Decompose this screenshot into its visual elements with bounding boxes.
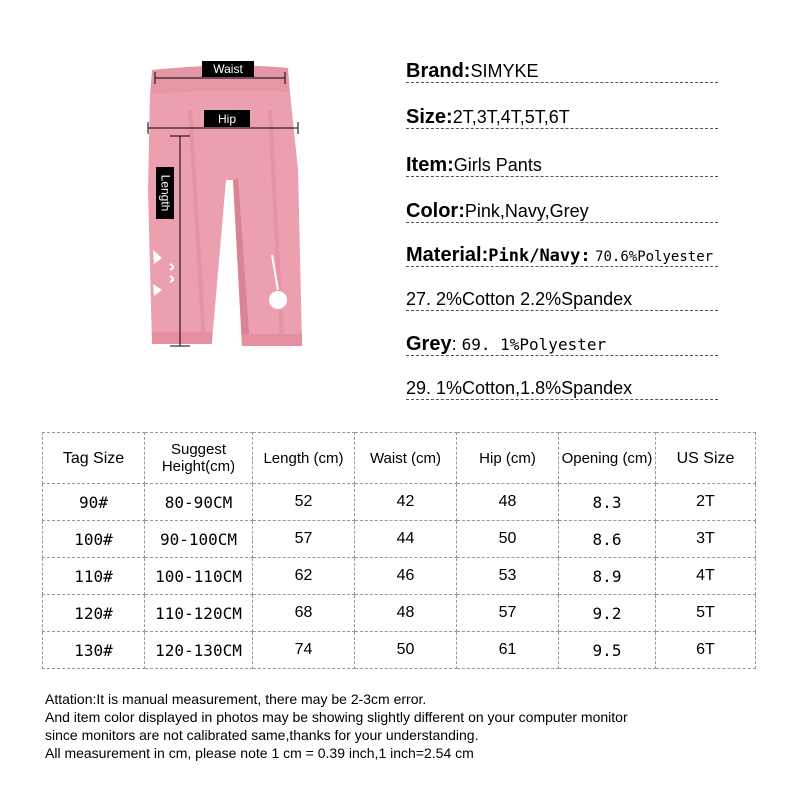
cell-opening: 8.9 [559,558,656,595]
spec-grey-key: Grey [406,333,452,355]
cell-tag-size: 90# [43,484,145,521]
cell-length: 62 [253,558,355,595]
cell-opening: 9.2 [559,595,656,632]
spec-size-value: 2T,3T,4T,5T,6T [452,107,570,127]
spec-item: Item:Girls Pants [406,154,718,177]
cell-hip: 57 [457,595,559,632]
spec-grey: Grey: 69. 1%Polyester [406,333,718,356]
cell-length: 52 [253,484,355,521]
hip-label: Hip [204,110,250,127]
cell-opening: 8.6 [559,521,656,558]
length-label-text: Length [158,174,173,212]
cell-waist: 44 [355,521,457,558]
cell-hip: 53 [457,558,559,595]
cell-length: 68 [253,595,355,632]
spec-grey-continued [406,377,718,400]
product-image [130,50,330,360]
table-header-row [43,433,756,484]
cell-us-size: 4T [656,558,756,595]
cell-hip: 61 [457,632,559,669]
spec-color: Color:Pink,Navy,Grey [406,200,718,223]
size-table [42,432,756,669]
spec-material-value-a: Pink/Navy: [488,246,591,266]
cell-us-size: 5T [656,595,756,632]
spec-brand-key: Brand [406,60,464,82]
spec-material-line2: 27. 2%Cotton 2.2%Spandex [406,289,633,309]
cell-tag-size: 110# [43,558,145,595]
header-us-size: US Size [656,433,756,484]
cell-waist: 46 [355,558,457,595]
spec-material-key: Material [406,244,482,266]
header-suggest-height: Suggest Height(cm) [145,433,253,484]
cell-height: 80-90CM [145,484,253,521]
table-row [43,484,756,521]
cell-hip: 50 [457,521,559,558]
note-line: And item color displayed in photos may be showing slightly different on your computer monitor [45,709,628,725]
cell-waist: 42 [355,484,457,521]
header-waist: Waist (cm) [355,433,457,484]
spec-grey-value: 69. 1%Polyester [461,335,607,354]
table-row [43,521,756,558]
notes [45,690,785,762]
cell-height: 110-120CM [145,595,253,632]
waist-label: Waist [202,61,254,77]
cell-height: 90-100CM [145,521,253,558]
header-tag-size: Tag Size [43,433,145,484]
cell-height: 120-130CM [145,632,253,669]
length-label [156,167,174,219]
note-line: since monitors are not calibrated same,thanks for your understanding. [45,727,479,743]
table-row [43,632,756,669]
spec-size: Size:2T,3T,4T,5T,6T [406,106,718,129]
cell-tag-size: 130# [43,632,145,669]
spec-material-continued [406,288,718,311]
cell-length: 57 [253,521,355,558]
cell-tag-size: 120# [43,595,145,632]
header-opening: Opening (cm) [559,433,656,484]
spec-grey-line2: 29. 1%Cotton,1.8%Spandex [406,378,633,398]
cell-waist: 48 [355,595,457,632]
cell-opening: 8.3 [559,484,656,521]
spec-brand: Brand:SIMYKE [406,60,718,83]
spec-brand-value: SIMYKE [470,61,539,81]
spec-color-value: Pink,Navy,Grey [464,201,589,221]
cell-height: 100-110CM [145,558,253,595]
spec-material: Material:Pink/Navy: 70.6%Polyester [406,244,718,267]
spec-material-value-b: 70.6%Polyester [595,249,714,265]
cell-waist: 50 [355,632,457,669]
cell-length: 74 [253,632,355,669]
spec-color-key: Color [406,200,459,222]
spec-item-value: Girls Pants [453,155,542,175]
spec-size-key: Size [406,106,447,128]
cell-us-size: 6T [656,632,756,669]
spec-item-key: Item [406,154,448,176]
header-hip: Hip (cm) [457,433,559,484]
cell-tag-size: 100# [43,521,145,558]
header-length: Length (cm) [253,433,355,484]
note-line: Attation:It is manual measurement, there may be 2-3cm error. [45,691,427,707]
cell-opening: 9.5 [559,632,656,669]
cell-us-size: 3T [656,521,756,558]
cell-hip: 48 [457,484,559,521]
cell-us-size: 2T [656,484,756,521]
note-line: All measurement in cm, please note 1 cm = 0.39 inch,1 inch=2.54 cm [45,745,474,761]
table-row [43,595,756,632]
table-row [43,558,756,595]
